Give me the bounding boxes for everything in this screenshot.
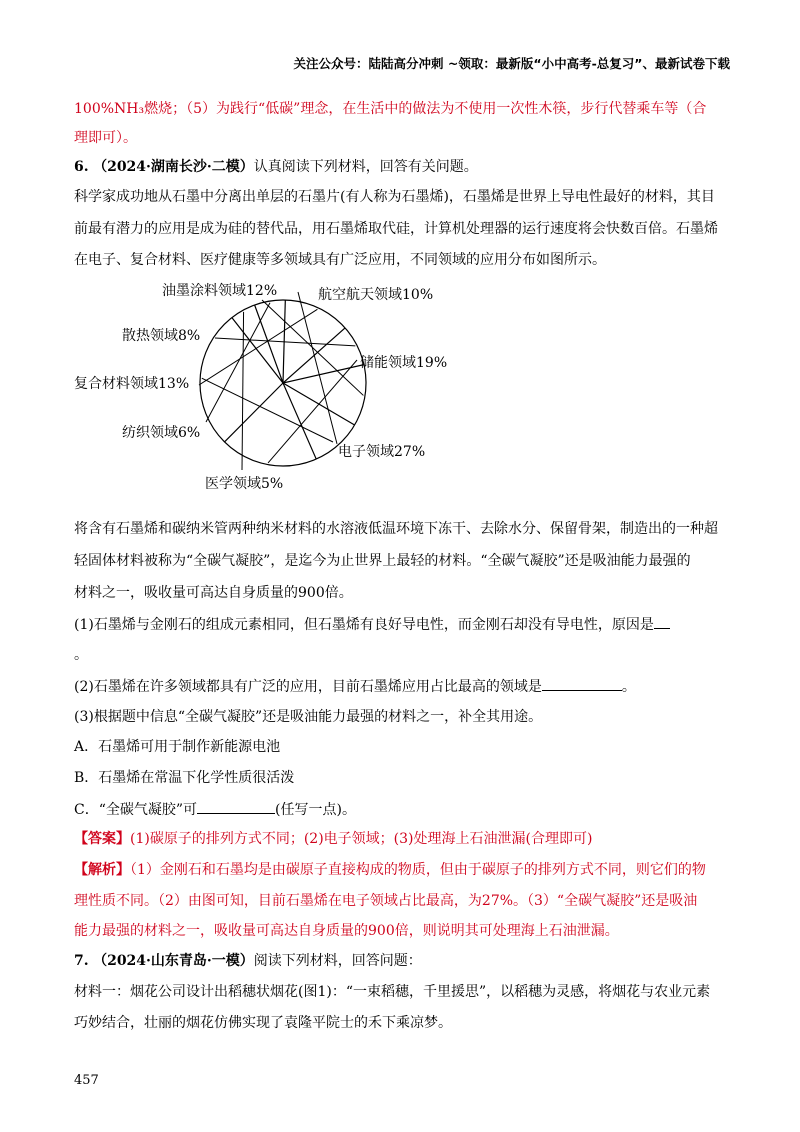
q6-analysis-line-1 <box>74 860 706 880</box>
q6-option-b: B．石墨烯在常温下化学性质很活泼 <box>74 770 295 786</box>
pie-label: 电子领域27% <box>338 444 426 460</box>
q7-intro: 阅读下列材料，回答问题： <box>253 953 422 969</box>
q6-para2-line-1: 将含有石墨烯和碳纳米管两种纳米材料的水溶液低温环境下冻干、去除水分、保留骨架，制造出的一种超 <box>74 521 718 537</box>
pie-label: 复合材料领域13% <box>74 376 190 392</box>
q7-source: （2024·山东青岛·一模） <box>93 953 254 969</box>
q6-analysis-line-2: 理性质不同。（2）由图可知，目前石墨烯在电子领域占比最高，为27%。（3）“全碳气凝胶”还是吸油 <box>74 893 698 909</box>
pie-slice-divider <box>283 365 364 383</box>
pie-label: 散热领域8% <box>122 328 201 344</box>
pie-label: 油墨涂料领域12% <box>162 283 278 299</box>
analysis-tag: 【解析】 <box>74 862 130 878</box>
pie-leader-line <box>199 309 317 385</box>
q6-para1-line-3: 在电子、复合材料、医疗健康等多领域具有广泛应用，不同领域的应用分布如图所示。 <box>74 252 606 268</box>
q6-sub1-text: (1)石墨烯与金刚石的组成元素相同，但石墨烯有良好导电性，而金刚石却没有导电性，原因是 <box>74 617 654 633</box>
pie-label: 纺织领域6% <box>122 425 201 441</box>
q6-sub1 <box>74 614 670 635</box>
pie-slice-divider <box>225 383 283 442</box>
q6-heading <box>74 157 478 177</box>
q6-sub3: (3)根据题中信息“全碳气凝胶”还是吸油能力最强的材料之一，补全其用途。 <box>74 709 543 725</box>
q6-sub2-end: 。 <box>621 679 636 695</box>
answer-tag: 【答案】 <box>74 831 130 847</box>
q6-sub1-blank[interactable] <box>654 614 670 629</box>
q6-option-c <box>74 799 356 820</box>
q6-option-c-end: (任写一点)。 <box>275 802 356 818</box>
answer-text: (1)碳原子的排列方式不同；(2)电子领域；(3)处理海上石油泄漏(合理即可) <box>130 831 593 847</box>
q6-para2-line-3: 材料之一，吸收量可高达自身质量的900倍。 <box>74 585 353 601</box>
pie-chart <box>0 270 800 510</box>
q6-sub2-text: (2)石墨烯在许多领域都具有广泛的应用，目前石墨烯应用占比最高的领域是 <box>74 679 542 695</box>
q6-option-c-text: C．“全碳气凝胶”可 <box>74 802 198 818</box>
page-number: 457 <box>74 1073 99 1088</box>
analysis-text-1: （1）金刚石和石墨均是由碳原子直接构成的物质，但由于碳原子的排列方式不同，则它们的物 <box>130 862 706 878</box>
pie-slice-divider <box>283 383 355 425</box>
q6-sub2 <box>74 676 636 697</box>
q6-option-a: A．石墨烯可用于制作新能源电池 <box>74 739 281 755</box>
q6-number: 6. <box>74 159 89 175</box>
q6-answer <box>74 829 592 849</box>
pie-slice-divider <box>232 318 283 383</box>
q6-para1-line-2: 前最有潜力的应用是成为硅的替代品，用石墨烯取代硅，计算机处理器的运行速度将会快数百倍。石墨烯 <box>74 221 718 237</box>
q7-line-1: 材料一：烟花公司设计出稻穗状烟花(图1)：“一束稻穗，千里援思”，以稻穗为灵感，将烟花与农业元素 <box>74 984 711 1000</box>
pie-label: 医学领域5% <box>205 476 284 492</box>
pie-label: 航空航天领域10% <box>318 287 434 303</box>
q7-heading <box>74 951 422 971</box>
prev-answer-line-2: 理即可）。 <box>74 130 137 146</box>
pie-slice-divider <box>283 328 345 383</box>
q6-para1-line-1: 科学家成功地从石墨中分离出单层的石墨片(有人称为石墨烯)，石墨烯是世界上导电性最好的材料，其目 <box>74 189 715 205</box>
q6-intro: 认真阅读下列材料，回答有关问题。 <box>253 159 478 175</box>
prev-answer-line-1: 100%NH₃燃烧；（5）为践行“低碳”理念，在生活中的做法为不使用一次性木筷，步行代替乘车等（合 <box>74 101 707 117</box>
q6-sub1-end: 。 <box>74 647 88 663</box>
pie-slice-divider <box>255 305 283 383</box>
pie-leader-line <box>215 338 355 346</box>
q6-para2-line-2: 轻固体材料被称为“全碳气凝胶”，是迄今为止世界上最轻的材料。“全碳气凝胶”还是吸油能力最强的 <box>74 553 691 569</box>
page-header: 关注公众号：陆陆高分冲刺 ~领取：最新版“小中高考-总复习”、最新试卷下载 <box>293 56 730 71</box>
q7-line-2: 巧妙结合，壮丽的烟花仿佛实现了袁隆平院士的禾下乘凉梦。 <box>74 1015 452 1031</box>
q6-sub2-blank[interactable] <box>542 676 622 691</box>
pie-label: 储能领域19% <box>360 355 448 371</box>
pie-leader-line <box>262 300 363 395</box>
q6-option-c-blank[interactable] <box>197 799 275 814</box>
pie-leader-line <box>242 312 244 470</box>
q6-source: （2024·湖南长沙·二模） <box>93 159 254 175</box>
pie-slice-divider <box>283 383 316 459</box>
q6-analysis-line-3: 能力最强的材料之一，吸收量可高达自身质量的900倍，则说明其可处理海上石油泄漏。 <box>74 923 619 939</box>
q7-number: 7. <box>74 953 89 969</box>
